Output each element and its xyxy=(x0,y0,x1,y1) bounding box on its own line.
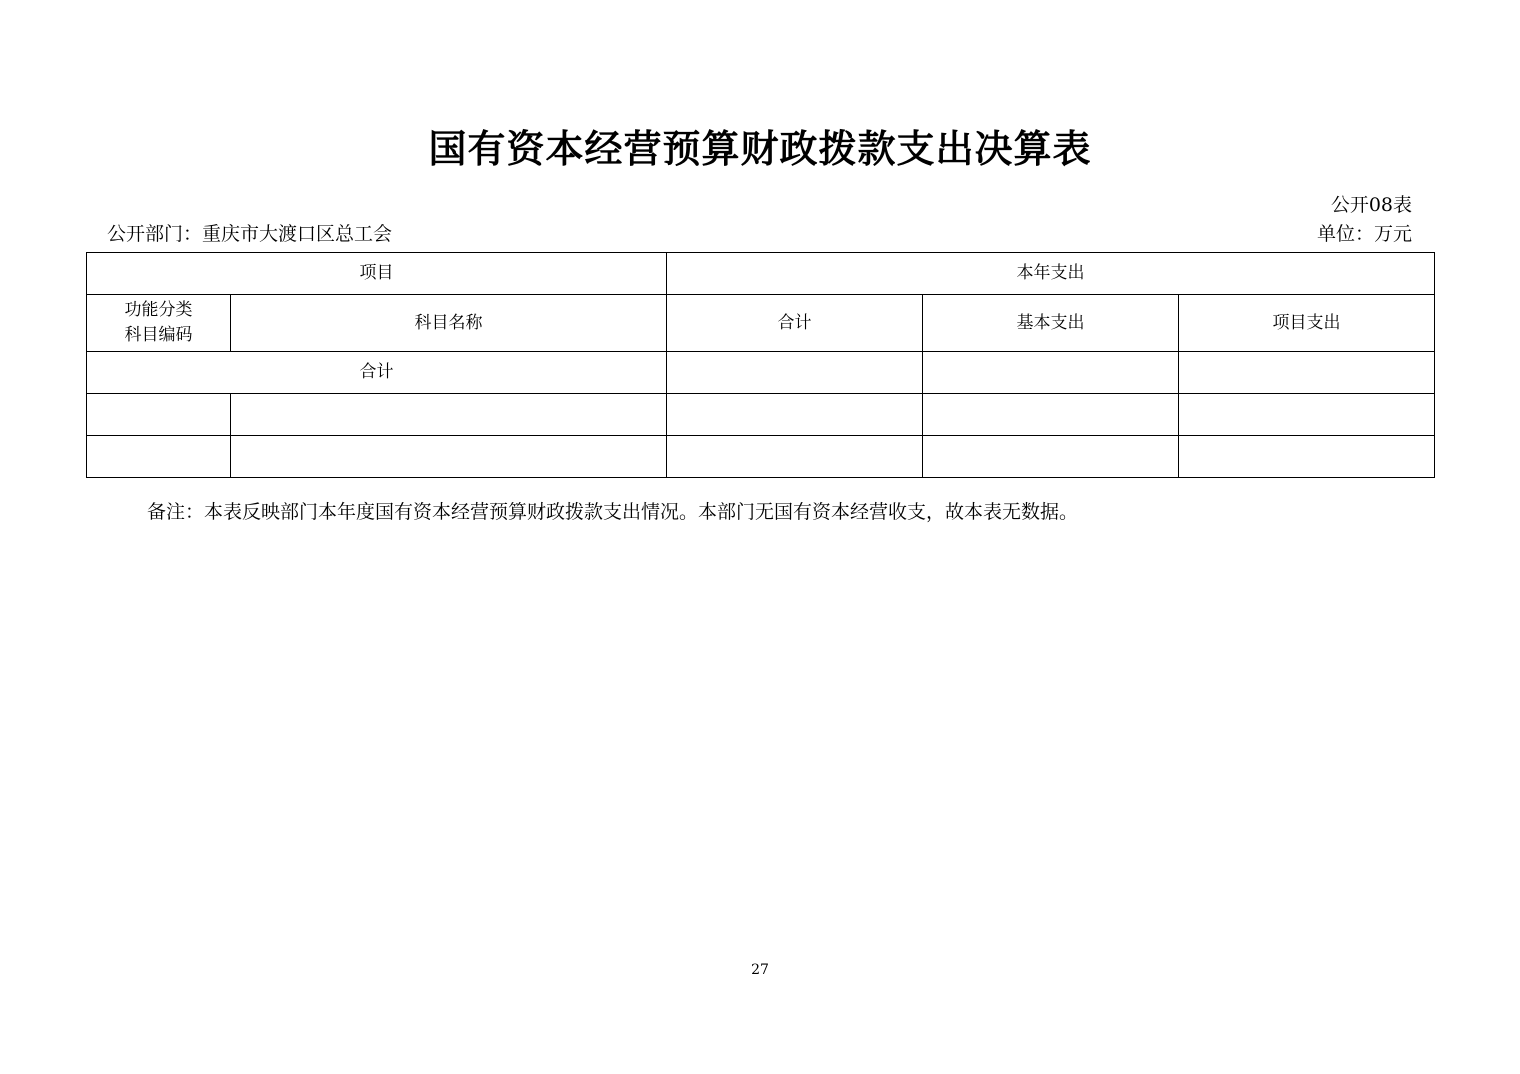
row-project xyxy=(1179,436,1435,478)
header-current-year: 本年支出 xyxy=(667,253,1435,295)
header-basic: 基本支出 xyxy=(923,295,1179,352)
header-row-1 xyxy=(87,253,1435,295)
form-number: 公开08表 xyxy=(1330,194,1412,216)
header-row-2 xyxy=(87,295,1435,352)
header-code-cell xyxy=(87,295,231,352)
footnote: 备注：本表反映部门本年度国有资本经营预算财政拨款支出情况。本部门无国有资本经营收支，故本表无数据。 xyxy=(147,501,1079,523)
header-code-line1: 功能分类 xyxy=(124,300,193,321)
row-name xyxy=(231,394,667,436)
header-project: 项目 xyxy=(87,253,667,295)
budget-table xyxy=(86,252,1435,478)
table-row xyxy=(87,436,1435,478)
total-row-project xyxy=(1179,352,1435,394)
header-total: 合计 xyxy=(667,295,923,352)
total-row-total xyxy=(667,352,923,394)
row-code xyxy=(87,436,231,478)
total-row xyxy=(87,352,1435,394)
page-number: 27 xyxy=(751,962,769,978)
page-title: 国有资本经营预算财政拨款支出决算表 xyxy=(428,127,1092,171)
row-code xyxy=(87,394,231,436)
unit-label: 单位：万元 xyxy=(1316,223,1412,245)
row-project xyxy=(1179,394,1435,436)
row-total xyxy=(667,394,923,436)
row-basic xyxy=(923,394,1179,436)
header-name: 科目名称 xyxy=(231,295,667,352)
table-row xyxy=(87,394,1435,436)
total-row-basic xyxy=(923,352,1179,394)
header-project-expense: 项目支出 xyxy=(1179,295,1435,352)
department-label: 公开部门：重庆市大渡口区总工会 xyxy=(107,223,393,245)
row-basic xyxy=(923,436,1179,478)
total-row-label: 合计 xyxy=(87,352,667,394)
row-total xyxy=(667,436,923,478)
header-code-line2: 科目编码 xyxy=(124,325,193,345)
row-name xyxy=(231,436,667,478)
